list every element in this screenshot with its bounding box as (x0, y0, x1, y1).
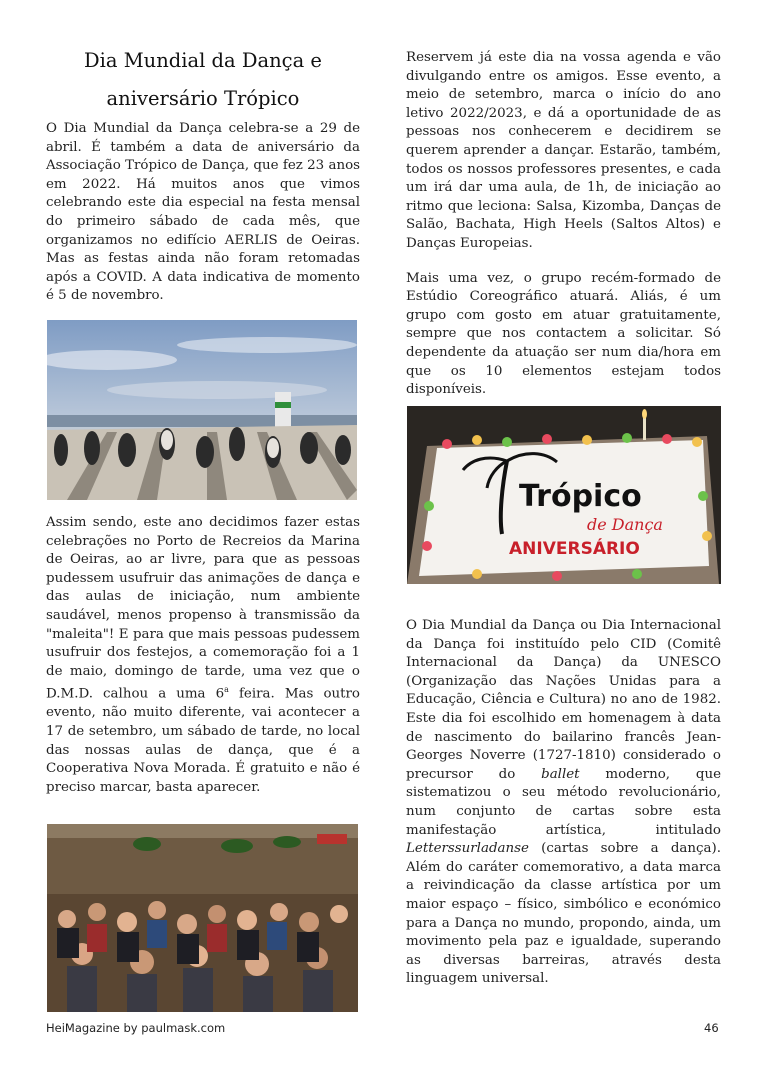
marina-dance-image (47, 320, 357, 500)
party-crowd-photo (47, 824, 358, 1012)
marina-dance-photo (47, 320, 357, 500)
dance-day-text-b: moderno, que sistematizou o seu método revolucionário, num conjunto de cartas sobre esta manifestação artística, intitulado (406, 766, 722, 838)
paragraph-world-dance-day (406, 617, 721, 989)
right-column (406, 49, 721, 400)
ballet-term: ballet (541, 766, 580, 782)
paragraph-celebrations (46, 514, 360, 797)
anniversary-cake-image (407, 406, 721, 584)
dance-day-text-c: (cartas sobre a dança). Além do caráter comemorativo, a data marca a reivindicação da classe artística por um maior espaço – físico, simbólico e económico para a Dança no mundo, propondo, ainda, um movimento pela paz e igualdade, superando as diversas barreiras, através desta linguagem universal. (406, 841, 721, 987)
left-column (46, 42, 360, 306)
footer-publisher: HeiMagazine by paulmask.com (46, 1021, 226, 1035)
letters-title: Letterssurladanse (406, 841, 529, 857)
title-line-2: aniversário Trópico (106, 87, 300, 110)
title-line-1: Dia Mundial da Dança e (84, 49, 322, 72)
paragraph-intro: O Dia Mundial da Dança celebra-se a 29 de abril. É também a data de aniversário da Associação Trópico de Dança, que fez 23 anos em 2022. Há muitos anos que vimos celebrando este dia especial na festa mensal do primeiro sábado de cada mês, que organizamos no edifício AERLIS de Oeiras. Mas as festas ainda não foram retomadas após a COVID. A data indicativa de momento é 5 de novembro. (46, 121, 360, 304)
left-column-lower (46, 514, 360, 797)
paragraph-september-event: Reservem já este dia na vossa agenda e vão divulgando entre os amigos. Esse evento, a meio de setembro, marca o início do ano letivo 2022/2023, e dá a oportunidade de as pessoas nos conhecerem e decidirem se querem aprender a dançar. Estarão, também, todos os nossos professores presentes, e cada um irá dar uma aula, de 1h, de iniciação ao ritmo que leciona: Salsa, Kizomba, Danças de Salão, Bachata, High Heels (Saltos Altos) e Danças Europeias. (406, 50, 721, 251)
celebrations-text-b: feira. Mas outro evento, não muito diferente, vai acontecer a 17 de setembro, um sábado de tarde, no local das nossas aulas de dança, que é a Cooperativa Nova Morada. É gratuito e não é preciso marcar, basta aparecer. (46, 686, 360, 795)
dance-day-text-a: O Dia Mundial da Dança ou Dia Internacional da Dança foi instituído pelo CID (Comitê Internacional da Dança) da UNESCO (Organização das Nações Unidas para a Educação, Ciência e Cultura) no ano de 1982. Este dia foi escolhido em homenagem à data de nascimento do bailarino francês Jean-Georges Noverre (1727-1810) considerado o precursor do (406, 618, 721, 782)
cake-brand-sub: de Dança (587, 515, 663, 534)
cake-brand-main: Trópico (519, 479, 642, 514)
page-number: 46 (704, 1021, 719, 1035)
celebrations-text-a: Assim sendo, este ano decidimos fazer estas celebrações no Porto de Recreios da Marina de Oeiras, ao ar livre, para que as pessoas pudessem usufruir das animações de dança e das aulas de iniciação, num ambiente saudável, menos propenso à transmissão da "maleita"! E para que mais pessoas pudessem usufruir dos festejos, a comemoração foi a 1 de maio, domingo de tarde, uma vez que o D.M.D. calhou a uma 6 (46, 515, 360, 702)
ordinal-suffix: a (224, 685, 229, 695)
anniversary-cake-photo (407, 406, 721, 584)
cake-label: ANIVERSÁRIO (509, 539, 640, 559)
right-column-lower (406, 617, 721, 989)
party-crowd-image (47, 824, 358, 1012)
paragraph-choreographic-studio: Mais uma vez, o grupo recém-formado de Estúdio Coreográfico atuará. Aliás, é um grupo com gosto em atuar gratuitamente, sempre que nos contactem a solicitar. Só dependente da atuação ser num dia/hora em que os 10 elementos estejam todos disponíveis. (406, 270, 721, 398)
article-title (46, 42, 360, 118)
